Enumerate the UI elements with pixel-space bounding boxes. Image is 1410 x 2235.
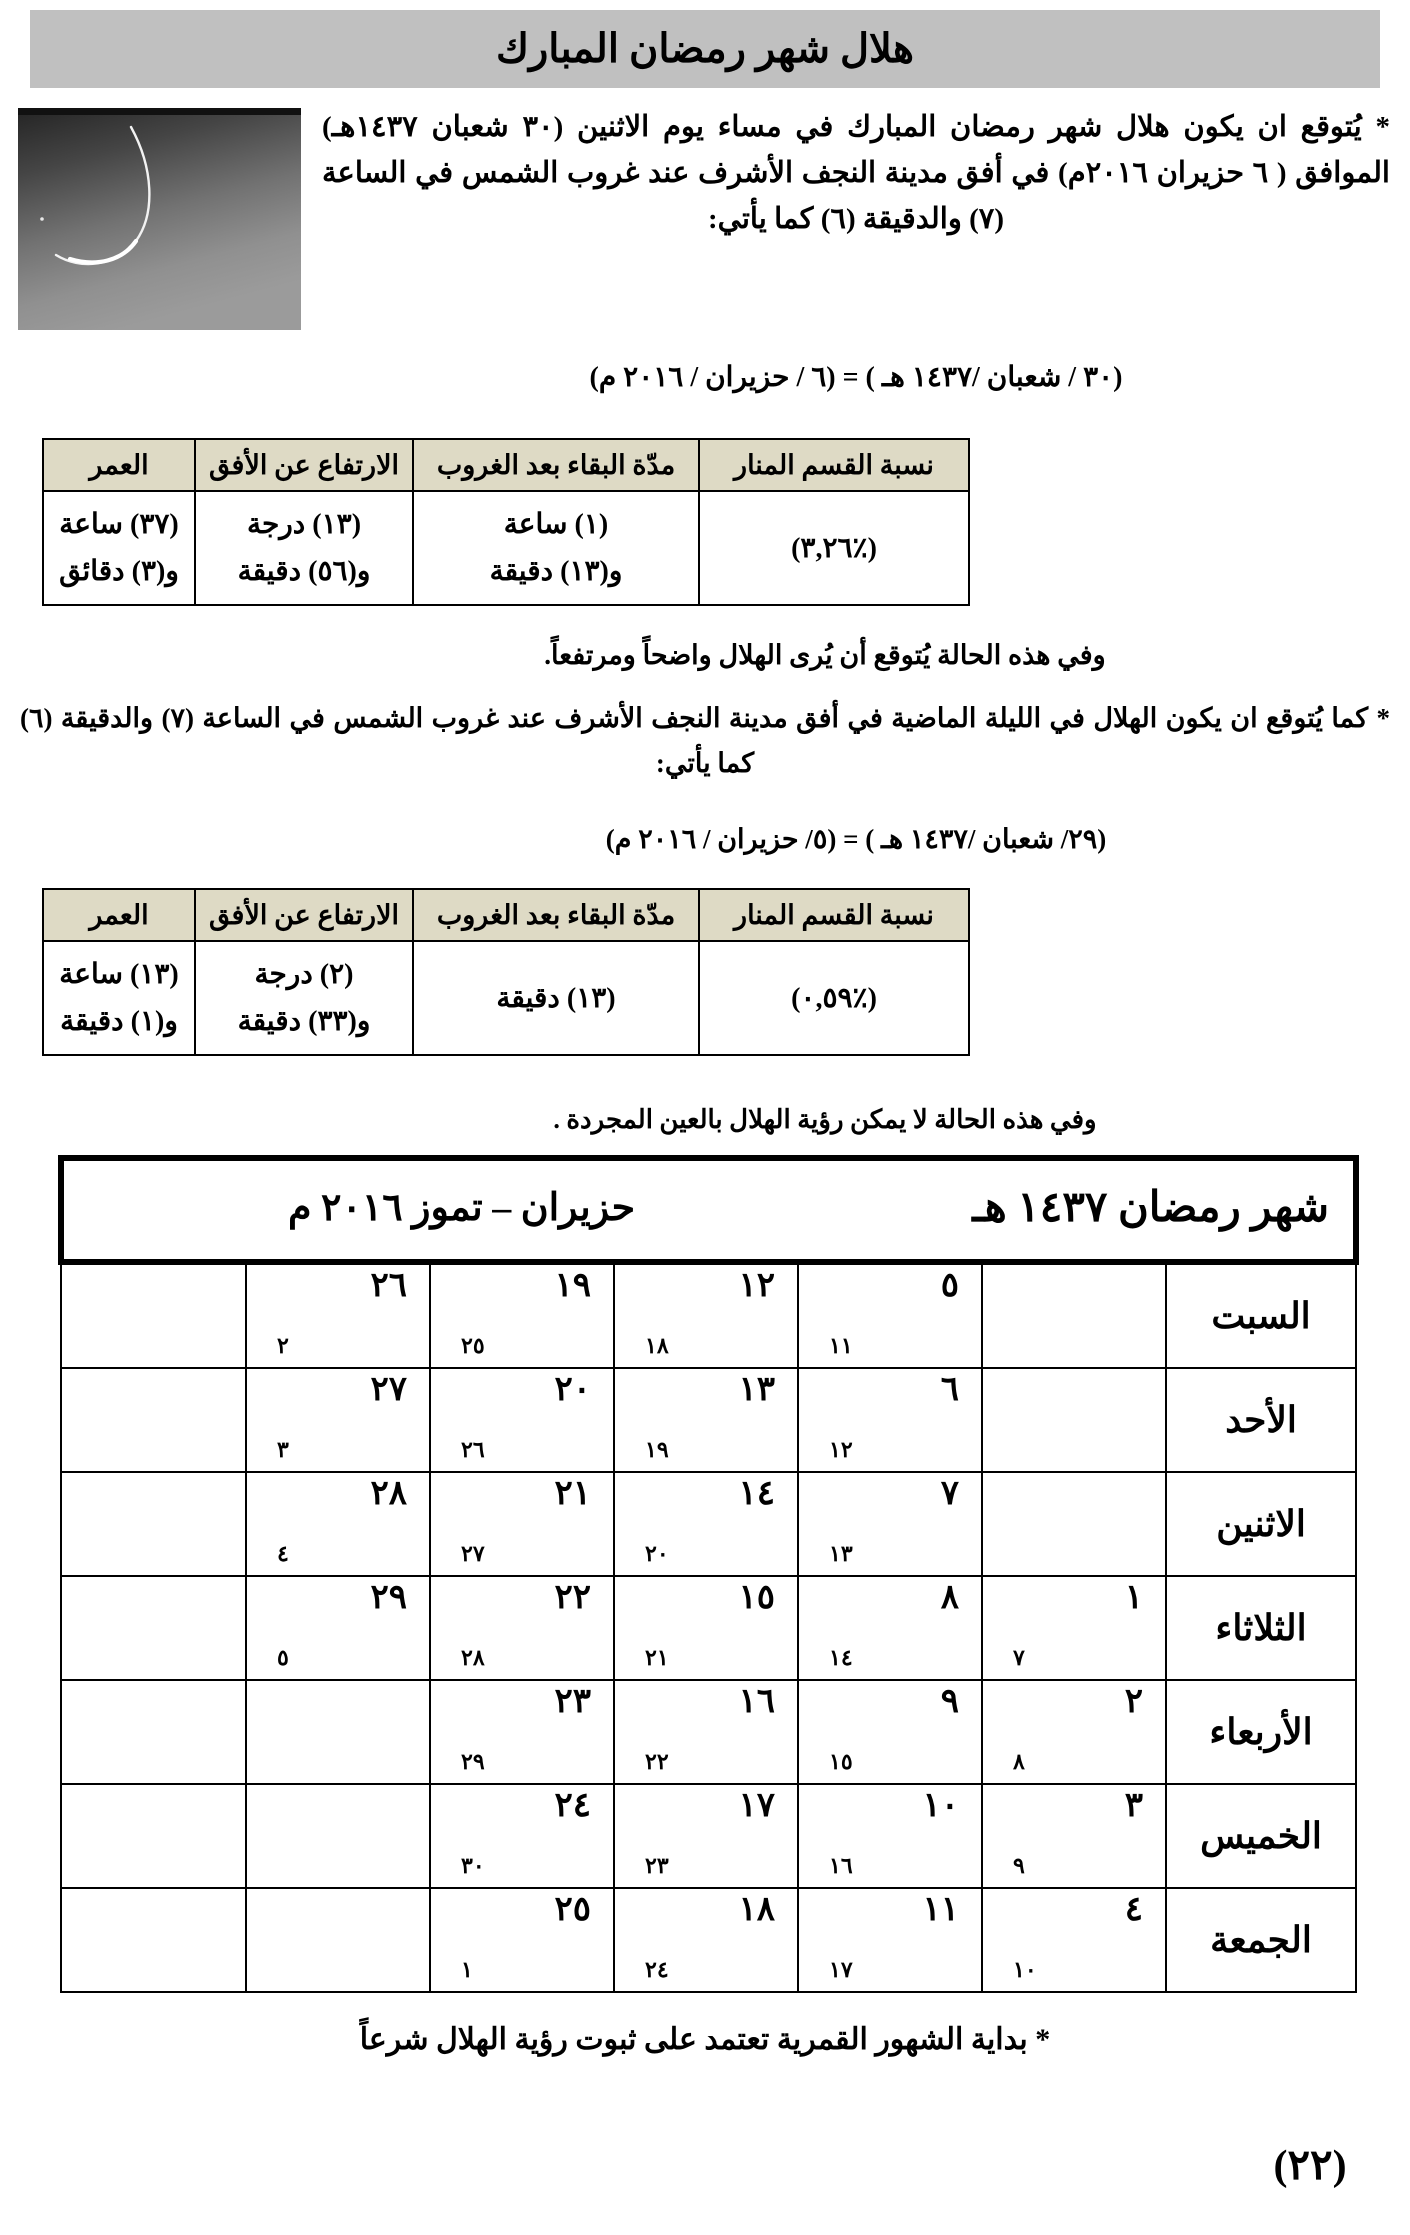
hijri-day-number: ١١ xyxy=(922,1891,960,1928)
hijri-day-number: ١٩ xyxy=(554,1267,592,1304)
column-header-age: العمر xyxy=(43,889,195,941)
column-header-duration: مدّة البقاء بعد الغروب xyxy=(413,889,699,941)
calendar-title-gregorian: حزيران – تموز ٢٠١٦ م xyxy=(288,1186,636,1229)
illumination-value: (٪٣,٢٦) xyxy=(791,532,877,564)
calendar-empty-cell xyxy=(61,1472,246,1576)
calendar-day-cell xyxy=(430,1680,614,1784)
hijri-day-number: ٢٦ xyxy=(370,1267,408,1304)
calendar-day-cell xyxy=(614,1680,798,1784)
gregorian-day-number: ١٠ xyxy=(1013,1957,1037,1982)
calendar-empty-cell xyxy=(61,1262,246,1368)
hijri-day-number: ٢١ xyxy=(554,1475,592,1512)
hijri-day-number: ١٠ xyxy=(922,1787,960,1824)
duration-line-2: و(١٣) دقيقة xyxy=(489,556,623,587)
calendar-day-cell xyxy=(430,1888,614,1992)
calendar-day-name: الأحد xyxy=(1166,1368,1356,1472)
gregorian-day-number: ٨ xyxy=(1013,1749,1025,1774)
calendar-day-cell xyxy=(430,1262,614,1368)
calendar-day-name: الاثنين xyxy=(1166,1472,1356,1576)
calendar-day-cell xyxy=(430,1472,614,1576)
calendar-day-cell xyxy=(430,1368,614,1472)
calendar-empty-cell xyxy=(61,1576,246,1680)
calendar-day-cell xyxy=(798,1784,982,1888)
hijri-day-number: ٧ xyxy=(940,1475,960,1512)
calendar-title-cell xyxy=(61,1158,1356,1262)
table-row xyxy=(43,491,969,605)
cell-age xyxy=(43,941,195,1055)
age-line-2: و(١) دقيقة xyxy=(60,1006,178,1037)
column-header-illumination: نسبة القسم المنار xyxy=(699,439,969,491)
altitude-line-1: (٢) درجة xyxy=(254,959,354,990)
calendar-row xyxy=(61,1262,1356,1368)
calendar-row xyxy=(61,1888,1356,1992)
gregorian-day-number: ٣٠ xyxy=(461,1853,485,1878)
calendar-day-name: السبت xyxy=(1166,1262,1356,1368)
hijri-day-number: ٩ xyxy=(940,1683,960,1720)
gregorian-day-number: ٩ xyxy=(1013,1853,1025,1878)
calendar-empty-cell xyxy=(246,1680,430,1784)
calendar-empty-cell xyxy=(61,1784,246,1888)
page-title-banner xyxy=(30,10,1380,88)
calendar-row xyxy=(61,1680,1356,1784)
cell-illumination xyxy=(699,491,969,605)
calendar-day-cell xyxy=(614,1262,798,1368)
table-header-row xyxy=(43,889,969,941)
altitude-line-1: (١٣) درجة xyxy=(246,509,362,540)
altitude-line-2: و(٥٦) دقيقة xyxy=(237,556,371,587)
page-title: هلال شهر رمضان المبارك xyxy=(496,26,915,71)
calendar-day-name: الخميس xyxy=(1166,1784,1356,1888)
calendar-empty-cell xyxy=(246,1888,430,1992)
calendar-day-cell xyxy=(982,1888,1166,1992)
hijri-day-number: ١ xyxy=(1124,1579,1144,1616)
hijri-day-number: ١٣ xyxy=(738,1371,776,1408)
hijri-day-number: ٣ xyxy=(1124,1787,1144,1824)
hijri-day-number: ١٨ xyxy=(738,1891,776,1928)
illumination-value: (٪٠,٥٩) xyxy=(791,982,877,1014)
calendar-day-cell xyxy=(798,1262,982,1368)
intro-paragraph: * يُتوقع ان يكون هلال شهر رمضان المبارك في مساء يوم الاثنين (٣٠ شعبان ١٤٣٧هـ) الموافق ( ٦ حزيران ٢٠١٦م) في أفق مدينة النجف الأشرف عند غروب الشمس في الساعة (٧) والدقيقة (٦) كما يأتي: xyxy=(322,111,1390,235)
calendar-empty-cell xyxy=(982,1262,1166,1368)
gregorian-day-number: ١٨ xyxy=(645,1333,669,1358)
gregorian-day-number: ٢٩ xyxy=(461,1749,485,1774)
date-equation-line-1: (٣٠ / شعبان /١٤٣٧ هـ ) = (٦ / حزيران / ٢٠١٦ م) xyxy=(589,362,1123,393)
gregorian-day-number: ٢٣ xyxy=(645,1853,669,1878)
calendar-empty-cell xyxy=(61,1680,246,1784)
gregorian-day-number: ١٣ xyxy=(829,1541,853,1566)
gregorian-day-number: ٢٠ xyxy=(645,1541,669,1566)
calendar-empty-cell xyxy=(982,1368,1166,1472)
note-first-night: وفي هذه الحالة يُتوقع أن يُرى الهلال واضحاً ومرتفعاً. xyxy=(544,640,1106,670)
crescent-moon-icon xyxy=(18,115,301,330)
gregorian-day-number: ٢٥ xyxy=(461,1333,485,1358)
column-header-duration: مدّة البقاء بعد الغروب xyxy=(413,439,699,491)
column-header-age: العمر xyxy=(43,439,195,491)
hijri-day-number: ٢ xyxy=(1124,1683,1144,1720)
calendar-day-cell xyxy=(430,1784,614,1888)
hijri-day-number: ٢٣ xyxy=(554,1683,592,1720)
altitude-line-2: و(٣٣) دقيقة xyxy=(237,1006,371,1037)
ramadan-calendar xyxy=(58,1155,1359,1993)
gregorian-day-number: ٢٧ xyxy=(461,1541,485,1566)
hijri-day-number: ٢٩ xyxy=(370,1579,408,1616)
duration-line-1: (١) ساعة xyxy=(503,509,609,540)
calendar-empty-cell xyxy=(61,1888,246,1992)
hijri-day-number: ٨ xyxy=(940,1579,960,1616)
gregorian-day-number: ٢٤ xyxy=(645,1957,669,1982)
gregorian-day-number: ٢٢ xyxy=(645,1749,669,1774)
gregorian-day-number: ١ xyxy=(461,1957,473,1982)
calendar-day-cell xyxy=(430,1576,614,1680)
calendar-row xyxy=(61,1576,1356,1680)
calendar-day-cell xyxy=(246,1262,430,1368)
gregorian-day-number: ٢ xyxy=(277,1333,289,1358)
footnote: * بداية الشهور القمرية تعتمد على ثبوت رؤية الهلال شرعاً xyxy=(359,2023,1051,2056)
gregorian-day-number: ٣ xyxy=(277,1437,289,1462)
gregorian-day-number: ٢٦ xyxy=(461,1437,485,1462)
calendar-day-cell xyxy=(246,1472,430,1576)
age-line-2: و(٣) دقائق xyxy=(59,556,179,587)
calendar-day-cell xyxy=(614,1888,798,1992)
hijri-day-number: ١٦ xyxy=(738,1683,776,1720)
calendar-empty-cell xyxy=(246,1784,430,1888)
calendar-day-name: الأربعاء xyxy=(1166,1680,1356,1784)
hijri-day-number: ٢٧ xyxy=(370,1371,408,1408)
cell-illumination xyxy=(699,941,969,1055)
calendar-day-cell xyxy=(798,1680,982,1784)
calendar-day-cell xyxy=(798,1888,982,1992)
gregorian-day-number: ١٥ xyxy=(829,1749,853,1774)
gregorian-day-number: ١٤ xyxy=(829,1645,853,1670)
gregorian-day-number: ١١ xyxy=(829,1333,853,1358)
table-header-row xyxy=(43,439,969,491)
calendar-day-cell xyxy=(614,1472,798,1576)
gregorian-day-number: ٧ xyxy=(1013,1645,1025,1670)
age-line-1: (١٣) ساعة xyxy=(59,959,179,990)
calendar-day-name: الثلاثاء xyxy=(1166,1576,1356,1680)
gregorian-day-number: ٤ xyxy=(277,1541,289,1566)
hilal-data-table-previous-night xyxy=(42,888,970,1056)
cell-duration xyxy=(413,941,699,1055)
calendar-empty-cell xyxy=(982,1472,1166,1576)
calendar-title-hijri: شهر رمضان ١٤٣٧ هـ xyxy=(972,1185,1330,1231)
calendar-row xyxy=(61,1472,1356,1576)
hijri-day-number: ٦ xyxy=(940,1371,960,1408)
gregorian-day-number: ١٦ xyxy=(829,1853,853,1878)
duration-line-1: (١٣) دقيقة xyxy=(496,982,616,1014)
gregorian-day-number: ١٢ xyxy=(829,1437,853,1462)
hijri-day-number: ١٥ xyxy=(738,1579,776,1616)
calendar-day-cell xyxy=(246,1368,430,1472)
hijri-day-number: ٤ xyxy=(1124,1891,1144,1928)
hijri-day-number: ١٢ xyxy=(738,1267,776,1304)
gregorian-day-number: ٥ xyxy=(277,1645,289,1670)
calendar-empty-cell xyxy=(61,1368,246,1472)
page-number: (٢٢) xyxy=(1273,2143,1347,2189)
calendar-day-cell xyxy=(798,1368,982,1472)
cell-duration xyxy=(413,491,699,605)
second-paragraph: * كما يُتوقع ان يكون الهلال في الليلة الماضية في أفق مدينة النجف الأشرف عند غروب الشمس في الساعة (٧) والدقيقة (٦) كما يأتي: xyxy=(20,703,1390,778)
hijri-day-number: ١٤ xyxy=(738,1475,776,1512)
calendar-day-cell xyxy=(614,1368,798,1472)
column-header-illumination: نسبة القسم المنار xyxy=(699,889,969,941)
age-line-1: (٣٧) ساعة xyxy=(59,509,179,540)
gregorian-day-number: ٢٨ xyxy=(461,1645,485,1670)
calendar-day-cell xyxy=(798,1576,982,1680)
hilal-data-table-first-night xyxy=(42,438,970,606)
calendar-body xyxy=(61,1262,1356,1992)
calendar-header-row xyxy=(61,1158,1356,1262)
column-header-altitude: الارتفاع عن الأفق xyxy=(195,889,413,941)
cell-altitude xyxy=(195,491,413,605)
calendar-day-cell xyxy=(614,1784,798,1888)
hijri-day-number: ٢٥ xyxy=(554,1891,592,1928)
hijri-day-number: ٢٨ xyxy=(370,1475,408,1512)
gregorian-day-number: ١٧ xyxy=(829,1957,853,1982)
gregorian-day-number: ١٩ xyxy=(645,1437,669,1462)
hijri-day-number: ١٧ xyxy=(738,1787,776,1824)
table-row xyxy=(43,941,969,1055)
hijri-day-number: ٢٠ xyxy=(554,1371,592,1408)
column-header-altitude: الارتفاع عن الأفق xyxy=(195,439,413,491)
calendar-day-cell xyxy=(614,1576,798,1680)
hijri-day-number: ٢٤ xyxy=(554,1787,592,1824)
date-equation-line-2: (٢٩/ شعبان /١٤٣٧ هـ ) = (٥/ حزيران / ٢٠١٦ م) xyxy=(605,824,1107,854)
calendar-day-name: الجمعة xyxy=(1166,1888,1356,1992)
gregorian-day-number: ٢١ xyxy=(645,1645,669,1670)
calendar-row xyxy=(61,1784,1356,1888)
calendar-day-cell xyxy=(798,1472,982,1576)
calendar-day-cell xyxy=(982,1680,1166,1784)
hijri-day-number: ٥ xyxy=(940,1267,960,1304)
calendar-day-cell xyxy=(982,1576,1166,1680)
hijri-day-number: ٢٢ xyxy=(554,1579,592,1616)
calendar-row xyxy=(61,1368,1356,1472)
cell-altitude xyxy=(195,941,413,1055)
crescent-moon-photo xyxy=(18,108,301,330)
note-previous-night: وفي هذه الحالة لا يمكن رؤية الهلال بالعين المجردة . xyxy=(553,1105,1097,1134)
calendar-day-cell xyxy=(982,1784,1166,1888)
cell-age xyxy=(43,491,195,605)
calendar-day-cell xyxy=(246,1576,430,1680)
